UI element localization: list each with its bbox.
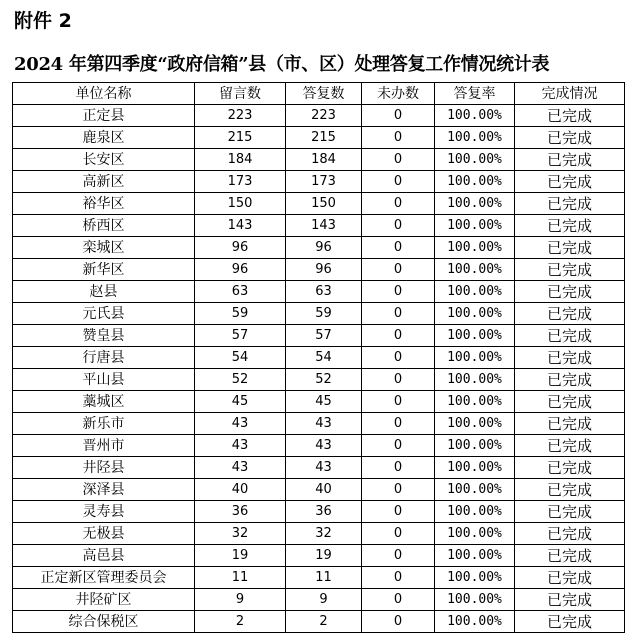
message-count-cell: 32 — [195, 523, 286, 545]
reply-rate-cell: 100.00% — [435, 435, 515, 457]
message-count-cell: 9 — [195, 589, 286, 611]
table-body — [13, 105, 625, 633]
reply-rate-cell: 100.00% — [435, 369, 515, 391]
message-count-cell: 11 — [195, 567, 286, 589]
unit-name-cell: 长安区 — [13, 149, 195, 171]
unit-name-cell: 晋州市 — [13, 435, 195, 457]
reply-rate-cell: 100.00% — [435, 523, 515, 545]
reply-count-cell: 43 — [286, 435, 362, 457]
unit-name-cell: 藁城区 — [13, 391, 195, 413]
completion-status-cell: 已完成 — [515, 105, 625, 127]
reply-rate-cell: 100.00% — [435, 281, 515, 303]
unit-name-cell: 井陉县 — [13, 457, 195, 479]
message-count-cell: 215 — [195, 127, 286, 149]
message-count-cell: 223 — [195, 105, 286, 127]
unit-name-cell: 赞皇县 — [13, 325, 195, 347]
completion-status-cell: 已完成 — [515, 303, 625, 325]
reply-rate-cell: 100.00% — [435, 589, 515, 611]
column-header-unit-name: 单位名称 — [13, 83, 195, 105]
table-header-row — [13, 83, 625, 105]
message-count-cell: 59 — [195, 303, 286, 325]
table-row — [13, 215, 625, 237]
pending-count-cell: 0 — [362, 435, 435, 457]
reply-count-cell: 96 — [286, 237, 362, 259]
completion-status-cell: 已完成 — [515, 193, 625, 215]
message-count-cell: 96 — [195, 259, 286, 281]
unit-name-cell: 平山县 — [13, 369, 195, 391]
table-row — [13, 435, 625, 457]
unit-name-cell: 新华区 — [13, 259, 195, 281]
table-row — [13, 193, 625, 215]
table-row — [13, 479, 625, 501]
reply-count-cell: 143 — [286, 215, 362, 237]
completion-status-cell: 已完成 — [515, 501, 625, 523]
reply-count-cell: 184 — [286, 149, 362, 171]
reply-rate-cell: 100.00% — [435, 325, 515, 347]
unit-name-cell: 栾城区 — [13, 237, 195, 259]
message-count-cell: 57 — [195, 325, 286, 347]
table-row — [13, 523, 625, 545]
reply-rate-cell: 100.00% — [435, 303, 515, 325]
table-row — [13, 149, 625, 171]
table-row — [13, 589, 625, 611]
reply-count-cell: 215 — [286, 127, 362, 149]
completion-status-cell: 已完成 — [515, 413, 625, 435]
completion-status-cell: 已完成 — [515, 457, 625, 479]
unit-name-cell: 元氏县 — [13, 303, 195, 325]
completion-status-cell: 已完成 — [515, 215, 625, 237]
pending-count-cell: 0 — [362, 501, 435, 523]
reply-count-cell: 173 — [286, 171, 362, 193]
reply-count-cell: 59 — [286, 303, 362, 325]
unit-name-cell: 无极县 — [13, 523, 195, 545]
reply-count-cell: 52 — [286, 369, 362, 391]
pending-count-cell: 0 — [362, 567, 435, 589]
completion-status-cell: 已完成 — [515, 127, 625, 149]
table-row — [13, 347, 625, 369]
pending-count-cell: 0 — [362, 391, 435, 413]
table-row — [13, 171, 625, 193]
completion-status-cell: 已完成 — [515, 435, 625, 457]
message-count-cell: 19 — [195, 545, 286, 567]
reply-count-cell: 43 — [286, 413, 362, 435]
pending-count-cell: 0 — [362, 105, 435, 127]
reply-rate-cell: 100.00% — [435, 215, 515, 237]
reply-rate-cell: 100.00% — [435, 105, 515, 127]
pending-count-cell: 0 — [362, 303, 435, 325]
completion-status-cell: 已完成 — [515, 369, 625, 391]
completion-status-cell: 已完成 — [515, 347, 625, 369]
pending-count-cell: 0 — [362, 193, 435, 215]
table-row — [13, 105, 625, 127]
unit-name-cell: 深泽县 — [13, 479, 195, 501]
pending-count-cell: 0 — [362, 611, 435, 633]
unit-name-cell: 行唐县 — [13, 347, 195, 369]
pending-count-cell: 0 — [362, 545, 435, 567]
completion-status-cell: 已完成 — [515, 479, 625, 501]
reply-count-cell: 19 — [286, 545, 362, 567]
reply-count-cell: 150 — [286, 193, 362, 215]
unit-name-cell: 高新区 — [13, 171, 195, 193]
column-header-pending-count: 未办数 — [362, 83, 435, 105]
completion-status-cell: 已完成 — [515, 259, 625, 281]
table-row — [13, 237, 625, 259]
unit-name-cell: 赵县 — [13, 281, 195, 303]
pending-count-cell: 0 — [362, 325, 435, 347]
message-count-cell: 150 — [195, 193, 286, 215]
reply-count-cell: 57 — [286, 325, 362, 347]
table-row — [13, 325, 625, 347]
table-row — [13, 303, 625, 325]
unit-name-cell: 鹿泉区 — [13, 127, 195, 149]
completion-status-cell: 已完成 — [515, 281, 625, 303]
completion-status-cell: 已完成 — [515, 545, 625, 567]
reply-rate-cell: 100.00% — [435, 545, 515, 567]
message-count-cell: 43 — [195, 435, 286, 457]
message-count-cell: 40 — [195, 479, 286, 501]
reply-rate-cell: 100.00% — [435, 259, 515, 281]
reply-rate-cell: 100.00% — [435, 501, 515, 523]
column-header-reply-count: 答复数 — [286, 83, 362, 105]
message-count-cell: 43 — [195, 413, 286, 435]
message-count-cell: 45 — [195, 391, 286, 413]
pending-count-cell: 0 — [362, 413, 435, 435]
reply-count-cell: 40 — [286, 479, 362, 501]
table-row — [13, 567, 625, 589]
column-header-reply-rate: 答复率 — [435, 83, 515, 105]
unit-name-cell: 正定新区管理委员会 — [13, 567, 195, 589]
column-header-message-count: 留言数 — [195, 83, 286, 105]
message-count-cell: 2 — [195, 611, 286, 633]
unit-name-cell: 高邑县 — [13, 545, 195, 567]
pending-count-cell: 0 — [362, 479, 435, 501]
reply-rate-cell: 100.00% — [435, 149, 515, 171]
reply-rate-cell: 100.00% — [435, 413, 515, 435]
unit-name-cell: 综合保税区 — [13, 611, 195, 633]
pending-count-cell: 0 — [362, 281, 435, 303]
completion-status-cell: 已完成 — [515, 391, 625, 413]
completion-status-cell: 已完成 — [515, 237, 625, 259]
message-count-cell: 43 — [195, 457, 286, 479]
pending-count-cell: 0 — [362, 171, 435, 193]
unit-name-cell: 灵寿县 — [13, 501, 195, 523]
reply-count-cell: 63 — [286, 281, 362, 303]
column-header-completion-status: 完成情况 — [515, 83, 625, 105]
reply-count-cell: 36 — [286, 501, 362, 523]
table-row — [13, 457, 625, 479]
unit-name-cell: 井陉矿区 — [13, 589, 195, 611]
completion-status-cell: 已完成 — [515, 171, 625, 193]
table-row — [13, 281, 625, 303]
reply-count-cell: 223 — [286, 105, 362, 127]
message-count-cell: 96 — [195, 237, 286, 259]
pending-count-cell: 0 — [362, 523, 435, 545]
pending-count-cell: 0 — [362, 369, 435, 391]
table-row — [13, 545, 625, 567]
reply-count-cell: 9 — [286, 589, 362, 611]
completion-status-cell: 已完成 — [515, 567, 625, 589]
statistics-table — [12, 82, 625, 633]
table-row — [13, 391, 625, 413]
pending-count-cell: 0 — [362, 457, 435, 479]
reply-rate-cell: 100.00% — [435, 567, 515, 589]
completion-status-cell: 已完成 — [515, 589, 625, 611]
attachment-label: 附件 2 — [14, 10, 72, 32]
pending-count-cell: 0 — [362, 259, 435, 281]
table-title: 2024 年第四季度“政府信箱”县（市、区）处理答复工作情况统计表 — [14, 54, 550, 75]
pending-count-cell: 0 — [362, 127, 435, 149]
table-row — [13, 259, 625, 281]
reply-count-cell: 96 — [286, 259, 362, 281]
reply-rate-cell: 100.00% — [435, 479, 515, 501]
reply-rate-cell: 100.00% — [435, 347, 515, 369]
reply-rate-cell: 100.00% — [435, 127, 515, 149]
pending-count-cell: 0 — [362, 149, 435, 171]
table-row — [13, 611, 625, 633]
table-row — [13, 501, 625, 523]
reply-rate-cell: 100.00% — [435, 237, 515, 259]
message-count-cell: 52 — [195, 369, 286, 391]
reply-rate-cell: 100.00% — [435, 391, 515, 413]
reply-count-cell: 45 — [286, 391, 362, 413]
reply-rate-cell: 100.00% — [435, 193, 515, 215]
reply-count-cell: 43 — [286, 457, 362, 479]
reply-count-cell: 32 — [286, 523, 362, 545]
message-count-cell: 143 — [195, 215, 286, 237]
reply-count-cell: 54 — [286, 347, 362, 369]
unit-name-cell: 新乐市 — [13, 413, 195, 435]
message-count-cell: 184 — [195, 149, 286, 171]
table-row — [13, 369, 625, 391]
completion-status-cell: 已完成 — [515, 325, 625, 347]
reply-count-cell: 11 — [286, 567, 362, 589]
pending-count-cell: 0 — [362, 237, 435, 259]
table-row — [13, 127, 625, 149]
message-count-cell: 54 — [195, 347, 286, 369]
pending-count-cell: 0 — [362, 347, 435, 369]
unit-name-cell: 裕华区 — [13, 193, 195, 215]
pending-count-cell: 0 — [362, 215, 435, 237]
reply-rate-cell: 100.00% — [435, 611, 515, 633]
completion-status-cell: 已完成 — [515, 611, 625, 633]
reply-rate-cell: 100.00% — [435, 457, 515, 479]
reply-rate-cell: 100.00% — [435, 171, 515, 193]
unit-name-cell: 桥西区 — [13, 215, 195, 237]
pending-count-cell: 0 — [362, 589, 435, 611]
completion-status-cell: 已完成 — [515, 523, 625, 545]
unit-name-cell: 正定县 — [13, 105, 195, 127]
message-count-cell: 36 — [195, 501, 286, 523]
completion-status-cell: 已完成 — [515, 149, 625, 171]
table-row — [13, 413, 625, 435]
reply-count-cell: 2 — [286, 611, 362, 633]
message-count-cell: 173 — [195, 171, 286, 193]
message-count-cell: 63 — [195, 281, 286, 303]
